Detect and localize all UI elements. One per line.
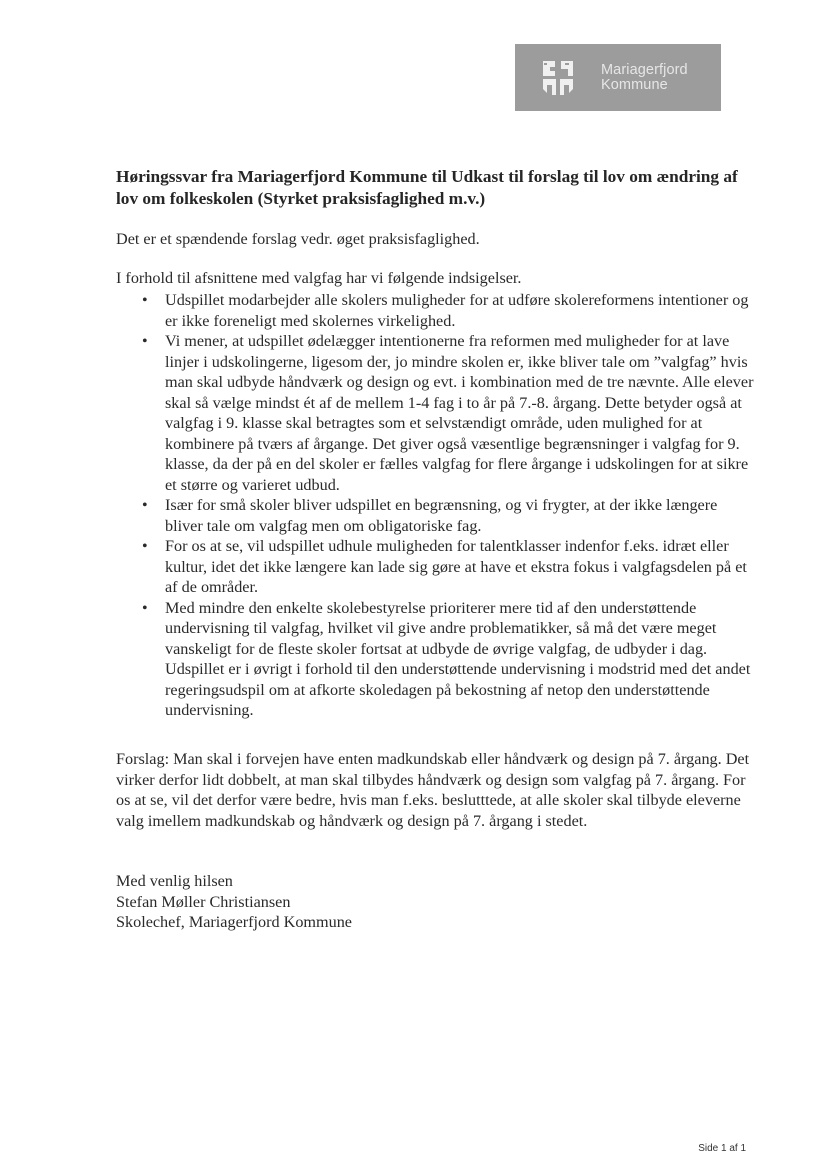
signer-name: Stefan Møller Christiansen [116,892,291,911]
objections-lead: I forhold til afsnittene med valgfag har vi følgende indsigelser. [116,269,522,287]
greeting: Med venlig hilsen [116,872,233,890]
list-item [116,331,756,495]
municipality-logo [515,44,721,111]
list-item-text: Vi mener, at udspillet ødelægger intentionerne fra reformen med muligheder for at lave linjer i udskolingerne, ligesom der, jo mindre skolen er, ikke bliver tale om ”valgfag” hvis man skal udbyde håndværk og design og evt. i kombination med de tre nævnte. Alle elever skal så vælge mindst ét af de mellem 1-4 fag i to år på 7.-8. årgang. Dette betyder også at valgfag i 9. klasse skal betragtes som et selvstændigt område, uden mulighed for at kombinere på tværs af årgange. Det giver også væsentlige begrænsninger i valgfag for 9. klasse, da der på en del skoler er fælles valgfag for flere årgange i udskolingen for at sikre et større og varieret udbud. [165,332,754,494]
municipal-coat-of-arms-icon [529,44,587,111]
signer-role: Skolechef, Mariagerfjord Kommune [116,913,352,931]
bullet-icon [142,495,148,517]
list-item [116,290,756,331]
logo-line-1: Mariagerfjord [601,61,688,78]
logo-line-2: Kommune [601,76,668,93]
bullet-icon [142,290,148,312]
page-number: Side 1 af 1 [698,1143,746,1154]
bullet-icon [142,331,148,353]
list-item-text: For os at se, vil udspillet udhule muligheden for talentklasser indenfor f.eks. idræt eller kultur, idet det ikke længere kan lade sig gøre at have et ekstra fokus i valgfagsdelen på et af de områder. [165,537,747,596]
list-item-text: Især for små skoler bliver udspillet en begrænsning, og vi frygter, at der ikke længere bliver tale om valgfag men om obligatoriske fag. [165,496,718,535]
signature-block [116,871,352,933]
list-item [116,495,756,536]
list-item [116,598,756,721]
bullet-icon [142,598,148,620]
logo-wordmark [601,63,688,93]
proposal-paragraph: Forslag: Man skal i forvejen have enten madkundskab eller håndværk og design på 7. årgang. Det virker derfor lidt dobbelt, at man skal tilbydes håndværk og design som valgfag på 7. årgang. For os at se, vil det derfor være bedre, hvis man f.eks. beslutttede, at alle skoler skal tilbyde eleverne valg imellem madkundskab og håndværk og design på 7. årgang i stedet. [116,750,750,830]
list-item [116,536,756,598]
intro-paragraph: Det er et spændende forslag vedr. øget praksisfaglighed. [116,230,480,248]
objections-list [116,290,756,721]
bullet-icon [142,536,148,558]
document-title: Høringssvar fra Mariagerfjord Kommune til Udkast til forslag til lov om ændring af lov om folkeskolen (Styrket praksisfaglighed m.v.) [116,167,738,208]
list-item-text: Med mindre den enkelte skolebestyrelse prioriterer mere tid af den understøttende undervisning til valgfag, hvilket vil give andre problematikker, så må det være meget vanskeligt for de fleste skoler fortsat at udbyde de øvrige valgfag, de udbyder i dag. Udspillet er i øvrigt i forhold til den understøttende undervisning i modstrid med det andet regeringsudspil om at afkorte skoledagen på bekostning af netop den understøttende undervisning. [165,598,751,719]
list-item-text: Udspillet modarbejder alle skolers muligheder for at udføre skolereformens intentioner og er ikke foreneligt med skolernes virkelighed. [165,291,749,330]
